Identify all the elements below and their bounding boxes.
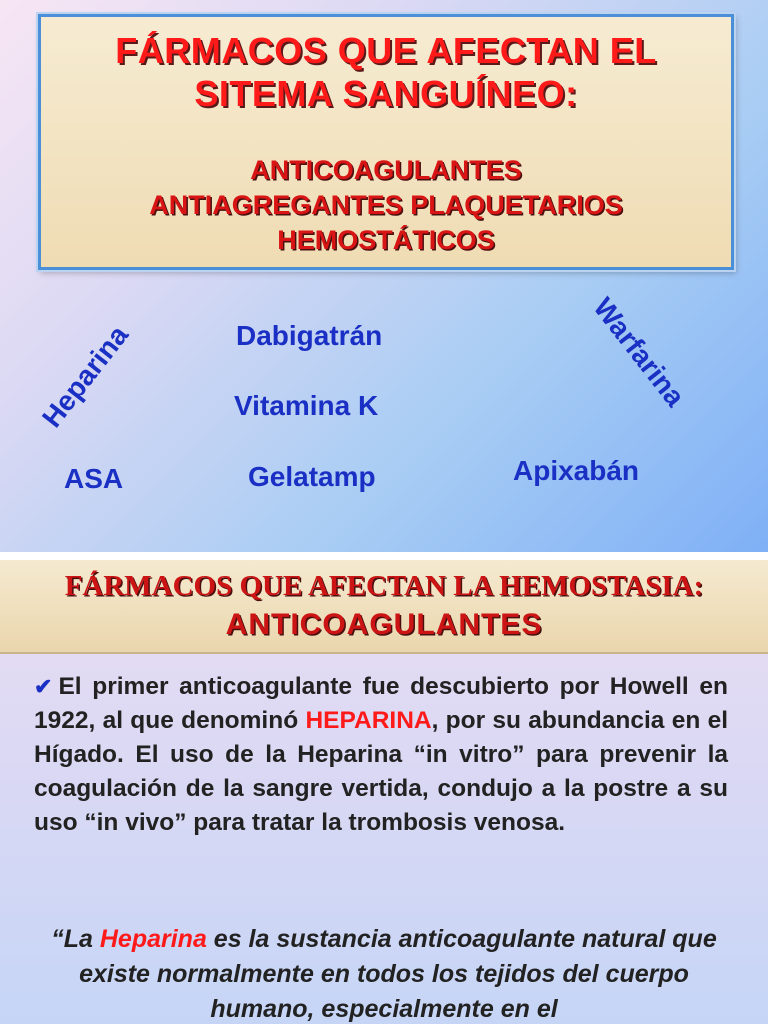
title-line-2: SITEMA SANGUÍNEO: (194, 73, 578, 114)
slide-subtitle (41, 153, 731, 258)
drug-vitamina-k: Vitamina K (234, 390, 379, 421)
subtitle-line-3: HEMOSTÁTICOS (277, 225, 495, 255)
slide-2 (0, 560, 768, 1024)
quote-highlight-heparina: Heparina (99, 925, 207, 953)
check-icon: ✔ (34, 674, 53, 699)
slide-2-header (0, 560, 768, 654)
drug-apixaban: Apixabán (513, 455, 640, 486)
header-line-1: FÁRMACOS QUE AFECTAN LA HEMOSTASIA: (64, 570, 704, 602)
quote-text-2: es la sustancia anticoagulante natural que existe normalmente en todos los tejidos del cuerpo humano, especialmente en el (79, 925, 717, 1023)
title-box (38, 14, 734, 270)
drug-asa: ASA (64, 463, 124, 494)
drug-gelatamp: Gelatamp (248, 461, 376, 492)
para-text-1: El primer anticoagulante fue descubierto por Howell en 1922, al que denominó (34, 673, 728, 734)
subtitle-line-2: ANTIAGREGANTES PLAQUETARIOS (149, 190, 623, 220)
para-highlight-heparina: HEPARINA (305, 707, 432, 734)
quote-paragraph (50, 922, 718, 1024)
slide-title (41, 29, 731, 115)
drug-warfarina: Warfarina (587, 292, 691, 413)
header-line-2: ANTICOAGULANTES (225, 608, 543, 641)
body-paragraph (34, 670, 728, 840)
para-text-2: , por su abundancia en el Hígado. El uso de la Heparina “in vitro” para prevenir la coagulación de la sangre vertida, condujo a la postre a su uso “in vivo” para tratar la trombosis venosa. (34, 707, 728, 836)
drug-dabigatran: Dabigatrán (236, 320, 383, 351)
title-line-1: FÁRMACOS QUE AFECTAN EL (115, 30, 657, 71)
slide-separator (0, 552, 768, 560)
quote-text-1: “La (51, 925, 100, 953)
drug-heparina: Heparina (36, 319, 135, 434)
subtitle-line-1: ANTICOAGULANTES (250, 155, 522, 185)
